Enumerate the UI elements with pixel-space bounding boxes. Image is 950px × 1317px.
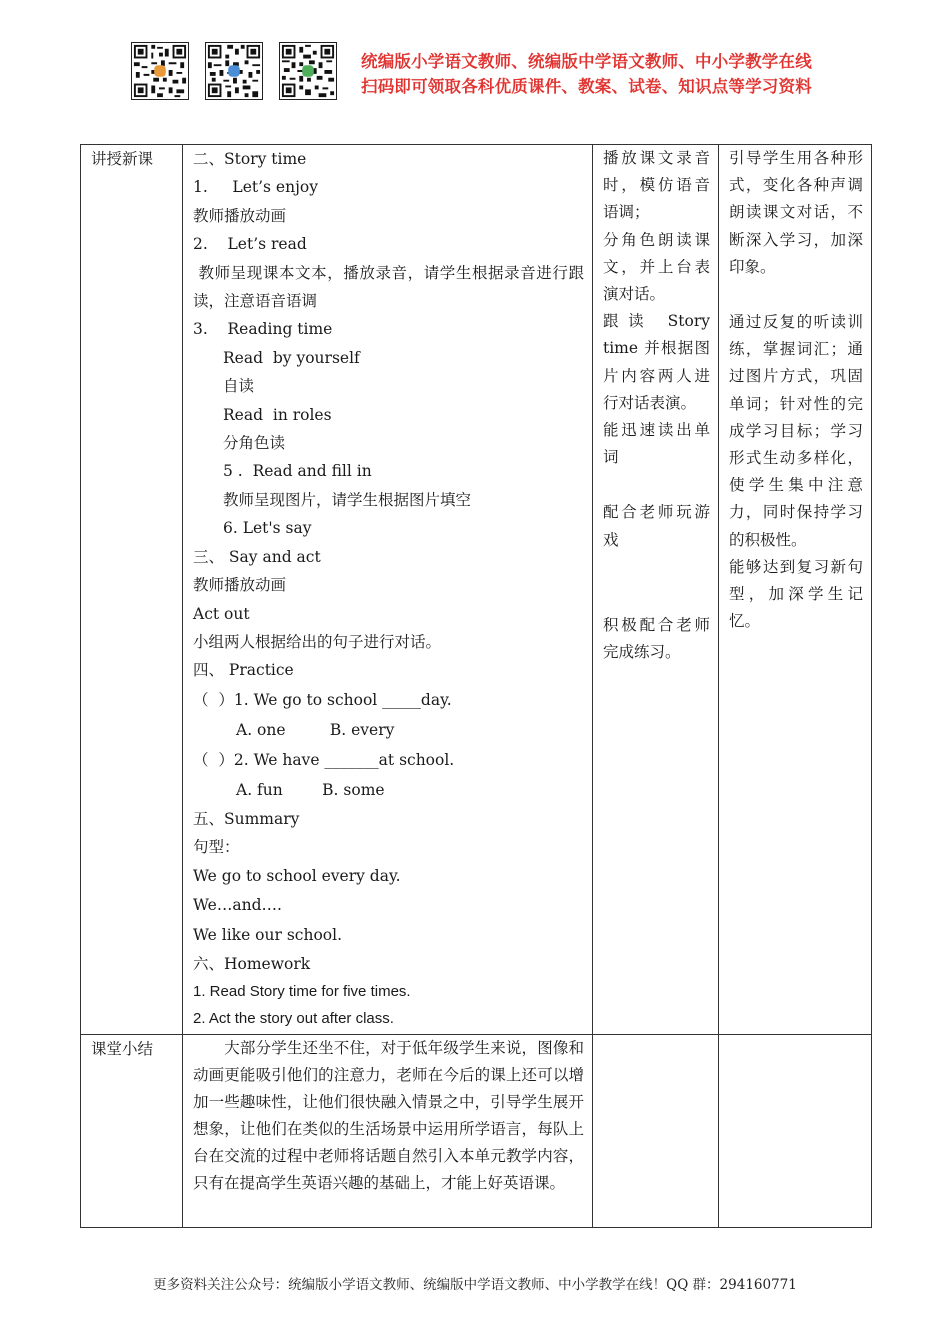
- activity-text: 积极配合老师完成练习。: [603, 615, 710, 662]
- content-line: 教师播放动画: [193, 576, 287, 595]
- content-line: 自读: [223, 377, 255, 396]
- table-row-summary: [81, 1035, 872, 1228]
- banner-line-2: 扫码即可领取各科优质课件、教案、试卷、知识点等学习资料: [361, 77, 812, 96]
- activity-text: 跟读 Story time 并根据图片内容两人进行对话表演。: [603, 312, 710, 412]
- reflection-text: 大部分学生还坐不住，对于低年级学生来说，图像和动画更能吸引他们的注意力，老师在今后的课上还可以增加一些趣味性，让他们很快融入情景之中，引导学生展开想象，让他们在类似的生活场景中运用所学语言，每队上台在交流的过程中老师将话题自然引入本单元教学内容，只有在提高学生英语兴趣的基础上，才能上好英语课。: [193, 1039, 584, 1192]
- section-heading: 三、 Say and act: [193, 547, 321, 566]
- content-line: Act out: [193, 604, 250, 623]
- section-heading: 五、Summary: [193, 809, 300, 828]
- summary-sentence: We go to school every day.: [193, 866, 401, 885]
- activity-text: 能迅速读出单词: [603, 421, 710, 467]
- lesson-plan-table: [80, 144, 872, 1228]
- content-line: 5 . Read and fill in: [223, 462, 372, 481]
- practice-options: A. one B. every: [236, 720, 395, 739]
- stage-cell: [81, 145, 183, 1035]
- content-line: 分角色读: [223, 434, 286, 453]
- content-line: Read by yourself: [223, 348, 360, 367]
- header-banner: [361, 49, 812, 99]
- content-line: 3. Reading time: [193, 320, 333, 339]
- content-cell: [183, 145, 593, 1035]
- design-intent-cell: [719, 145, 872, 1035]
- table-row-teaching: [81, 145, 872, 1035]
- content-line: 教师呈现课本文本，播放录音，请学生根据录音进行跟读，注意语音语调: [193, 263, 584, 311]
- qr-code-1: [131, 42, 189, 100]
- student-activity-cell: [593, 1035, 719, 1228]
- section-heading: 二、Story time: [193, 150, 307, 168]
- qr-code-3: [279, 42, 337, 100]
- activity-text: 分角色朗读课文，并上台表演对话。: [603, 230, 710, 304]
- banner-line-1: 统编版小学语文教师、统编版中学语文教师、中小学教学在线: [361, 52, 812, 71]
- activity-text: 配合老师玩游戏: [603, 503, 710, 549]
- practice-question: （ ）1. We go to school _____day.: [193, 690, 452, 709]
- summary-sentence: We…and….: [193, 896, 282, 915]
- homework-item: 1. Read Story time for five times.: [193, 983, 411, 1001]
- stage-label: 讲授新课: [91, 150, 154, 168]
- content-line: 6. Let's say: [223, 519, 312, 538]
- content-cell: [183, 1035, 593, 1228]
- stage-label: 课堂小结: [91, 1040, 154, 1058]
- activity-text: 播放课文录音时，模仿语音语调；: [603, 149, 710, 222]
- content-line: 小组两人根据给出的句子进行对话。: [193, 632, 442, 651]
- section-heading: 四、 Practice: [193, 661, 294, 680]
- summary-sentence: We like our school.: [193, 925, 342, 944]
- design-intent-cell: [719, 1035, 872, 1228]
- practice-question: （ ）2. We have _______at school.: [193, 750, 455, 769]
- section-heading: 六、Homework: [193, 955, 311, 974]
- content-line: Read in roles: [223, 405, 332, 424]
- homework-item: 2. Act the story out after class.: [193, 1010, 394, 1028]
- footer-note: 更多资料关注公众号：统编版小学语文教师、统编版中学语文教师、中小学教学在线！QQ 群：294160771: [153, 1277, 797, 1293]
- content-line: 2. Let’s read: [193, 235, 307, 254]
- practice-options: A. fun B. some: [236, 780, 385, 799]
- content-line: 句型：: [193, 838, 240, 857]
- content-line: 教师播放动画: [193, 206, 287, 225]
- content-line: 教师呈现图片，请学生根据图片填空: [223, 490, 472, 509]
- qr-code-2: [205, 42, 263, 100]
- student-activity-cell: [593, 145, 719, 1035]
- intent-text: 通过反复的听读训练，掌握词汇；通过图片方式，巩固单词；针对性的完成学习目标；学习形式生动多样化，使学生集中注意力，同时保持学习的积极性。: [729, 313, 863, 549]
- intent-text: 能够达到复习新句型，加深学生记忆。: [729, 557, 863, 631]
- intent-text: 引导学生用各种形式，变化各种声调朗读课文对话，不断深入学习，加深印象。: [729, 149, 863, 276]
- stage-cell: [81, 1035, 183, 1228]
- content-line: 1. Let’s enjoy: [193, 178, 318, 197]
